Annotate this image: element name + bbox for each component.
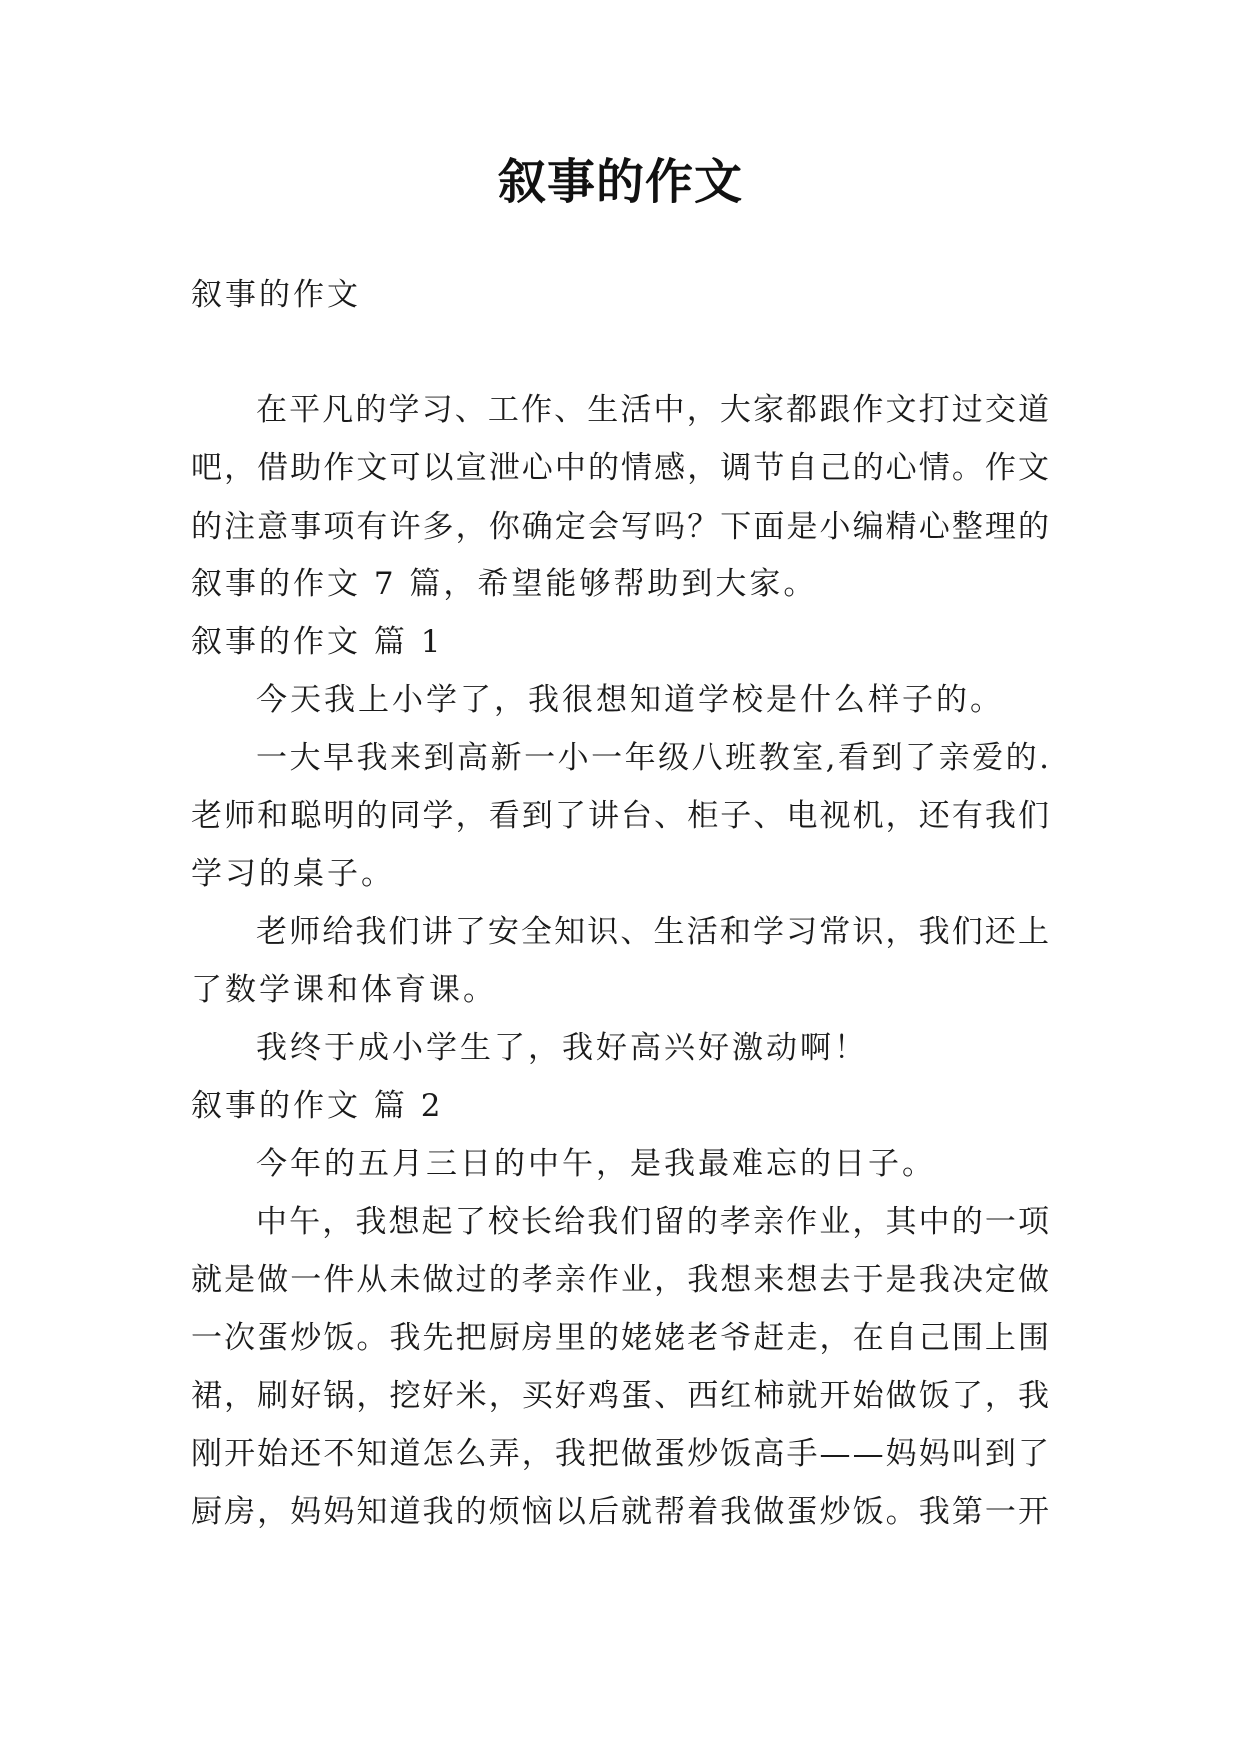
paragraph-line: 的注意事项有许多，你确定会写吗？下面是小编精心整理的 bbox=[191, 509, 1052, 545]
paragraph-line: 我终于成小学生了，我好高兴好激动啊！ bbox=[256, 1030, 868, 1066]
paragraph-line: 了数学课和体育课。 bbox=[191, 972, 497, 1008]
paragraph-line: 老师和聪明的同学，看到了讲台、柜子、电视机，还有我们 bbox=[191, 798, 1052, 834]
document-title: 叙事的作文 bbox=[497, 154, 743, 210]
section-heading: 叙事的作文 篇 1 bbox=[191, 624, 444, 660]
paragraph-line: 今天我上小学了，我很想知道学校是什么样子的。 bbox=[256, 682, 1004, 718]
paragraph-line: 今年的五月三日的中午，是我最难忘的日子。 bbox=[256, 1146, 936, 1182]
paragraph-line: 中午，我想起了校长给我们留的孝亲作业，其中的一项 bbox=[256, 1204, 1052, 1240]
paragraph-line: 一大早我来到高新一小一年级八班教室,看到了亲爱的. bbox=[256, 740, 1052, 776]
paragraph-line: 厨房，妈妈知道我的烦恼以后就帮着我做蛋炒饭。我第一开 bbox=[191, 1494, 1052, 1530]
paragraph-line: 裙，刷好锅，挖好米，买好鸡蛋、西红柿就开始做饭了，我 bbox=[191, 1378, 1052, 1414]
paragraph-line: 叙事的作文 7 篇，希望能够帮助到大家。 bbox=[191, 566, 818, 602]
paragraph-line: 学习的桌子。 bbox=[191, 856, 395, 892]
section-heading: 叙事的作文 篇 2 bbox=[191, 1088, 444, 1124]
paragraph-line: 就是做一件从未做过的孝亲作业，我想来想去于是我决定做 bbox=[191, 1262, 1052, 1298]
subtitle-line: 叙事的作文 bbox=[191, 277, 361, 313]
paragraph-line: 刚开始还不知道怎么弄，我把做蛋炒饭高手——妈妈叫到了 bbox=[191, 1436, 1052, 1472]
paragraph-line: 在平凡的学习、工作、生活中，大家都跟作文打过交道 bbox=[256, 392, 1052, 428]
paragraph-line: 老师给我们讲了安全知识、生活和学习常识，我们还上 bbox=[256, 914, 1052, 950]
paragraph-line: 一次蛋炒饭。我先把厨房里的姥姥老爷赶走，在自己围上围 bbox=[191, 1320, 1052, 1356]
paragraph-line: 吧，借助作文可以宣泄心中的情感，调节自己的心情。作文 bbox=[191, 450, 1052, 486]
